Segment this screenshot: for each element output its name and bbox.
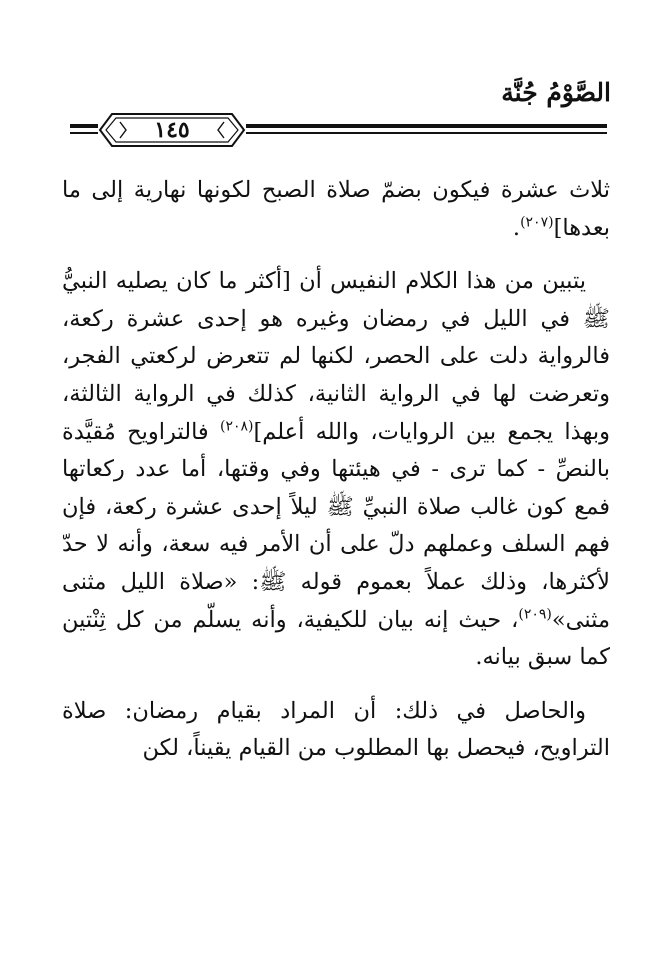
footnote-ref: (٢٠٩) — [518, 606, 552, 623]
rule-left-thin — [70, 132, 98, 134]
rule-right-thick — [246, 124, 607, 128]
paragraph-text: فالتراويح مُقيَّدة بالنصِّ - كما ترى - في هيئتها وفي وقتها، أما عدد ركعاتها فمع كون غالب صلاة النبيِّ ﷺ ليلاً إحدى عشرة ركعة، فإن فهم السلف وعملهم دلّ على أن الأمر فيه سعة، وأنه لا حدّ لأكثرها، وذلك عملاً بعموم قوله ﷺ: «صلاة الليل مثنى مثنى» — [62, 418, 610, 633]
running-title: الصَّوْمُ جُنَّة — [501, 78, 611, 107]
paragraph-text: يتبين من هذا الكلام النفيس أن [أكثر ما كان يصليه النبيُّ ﷺ في الليل في رمضان وغيره هو إحدى عشرة ركعة، فالرواية دلت على الحصر، لكنها لم تتعرض لركعتي الفجر، وتعرضت لها في الرواية الثانية، كذلك في الرواية الثالثة، وبهذا يجمع بين الروايات، والله أعلم] — [62, 268, 610, 445]
paragraph-text: ثلاث عشرة فيكون بضمّ صلاة الصبح لكونها نهارية إلى ما بعدها] — [62, 177, 610, 241]
footnote-ref: (٢٠٧) — [520, 214, 554, 231]
paragraph-text: والحاصل في ذلك: أن المراد بقيام رمضان: صلاة التراويح، فيحصل بها المطلوب من القيام يقيناً، لكن — [62, 697, 610, 762]
paragraph — [62, 263, 610, 677]
page-number-frame — [98, 112, 246, 148]
rule-left-thick — [70, 124, 98, 128]
body-text — [62, 172, 610, 784]
paragraph — [62, 172, 610, 247]
page-number: ١٤٥ — [154, 117, 190, 143]
paragraph-text: . — [512, 214, 521, 241]
rule-right-thin — [246, 132, 607, 134]
footnote-ref: (٢٠٨) — [219, 418, 254, 435]
header-rule — [70, 112, 607, 148]
paragraph — [62, 693, 610, 768]
paragraph-text: ، حيث إنه بيان للكيفية، وأنه يسلّم من كل ثِنْتين كما سبق بيانه. — [62, 606, 610, 671]
